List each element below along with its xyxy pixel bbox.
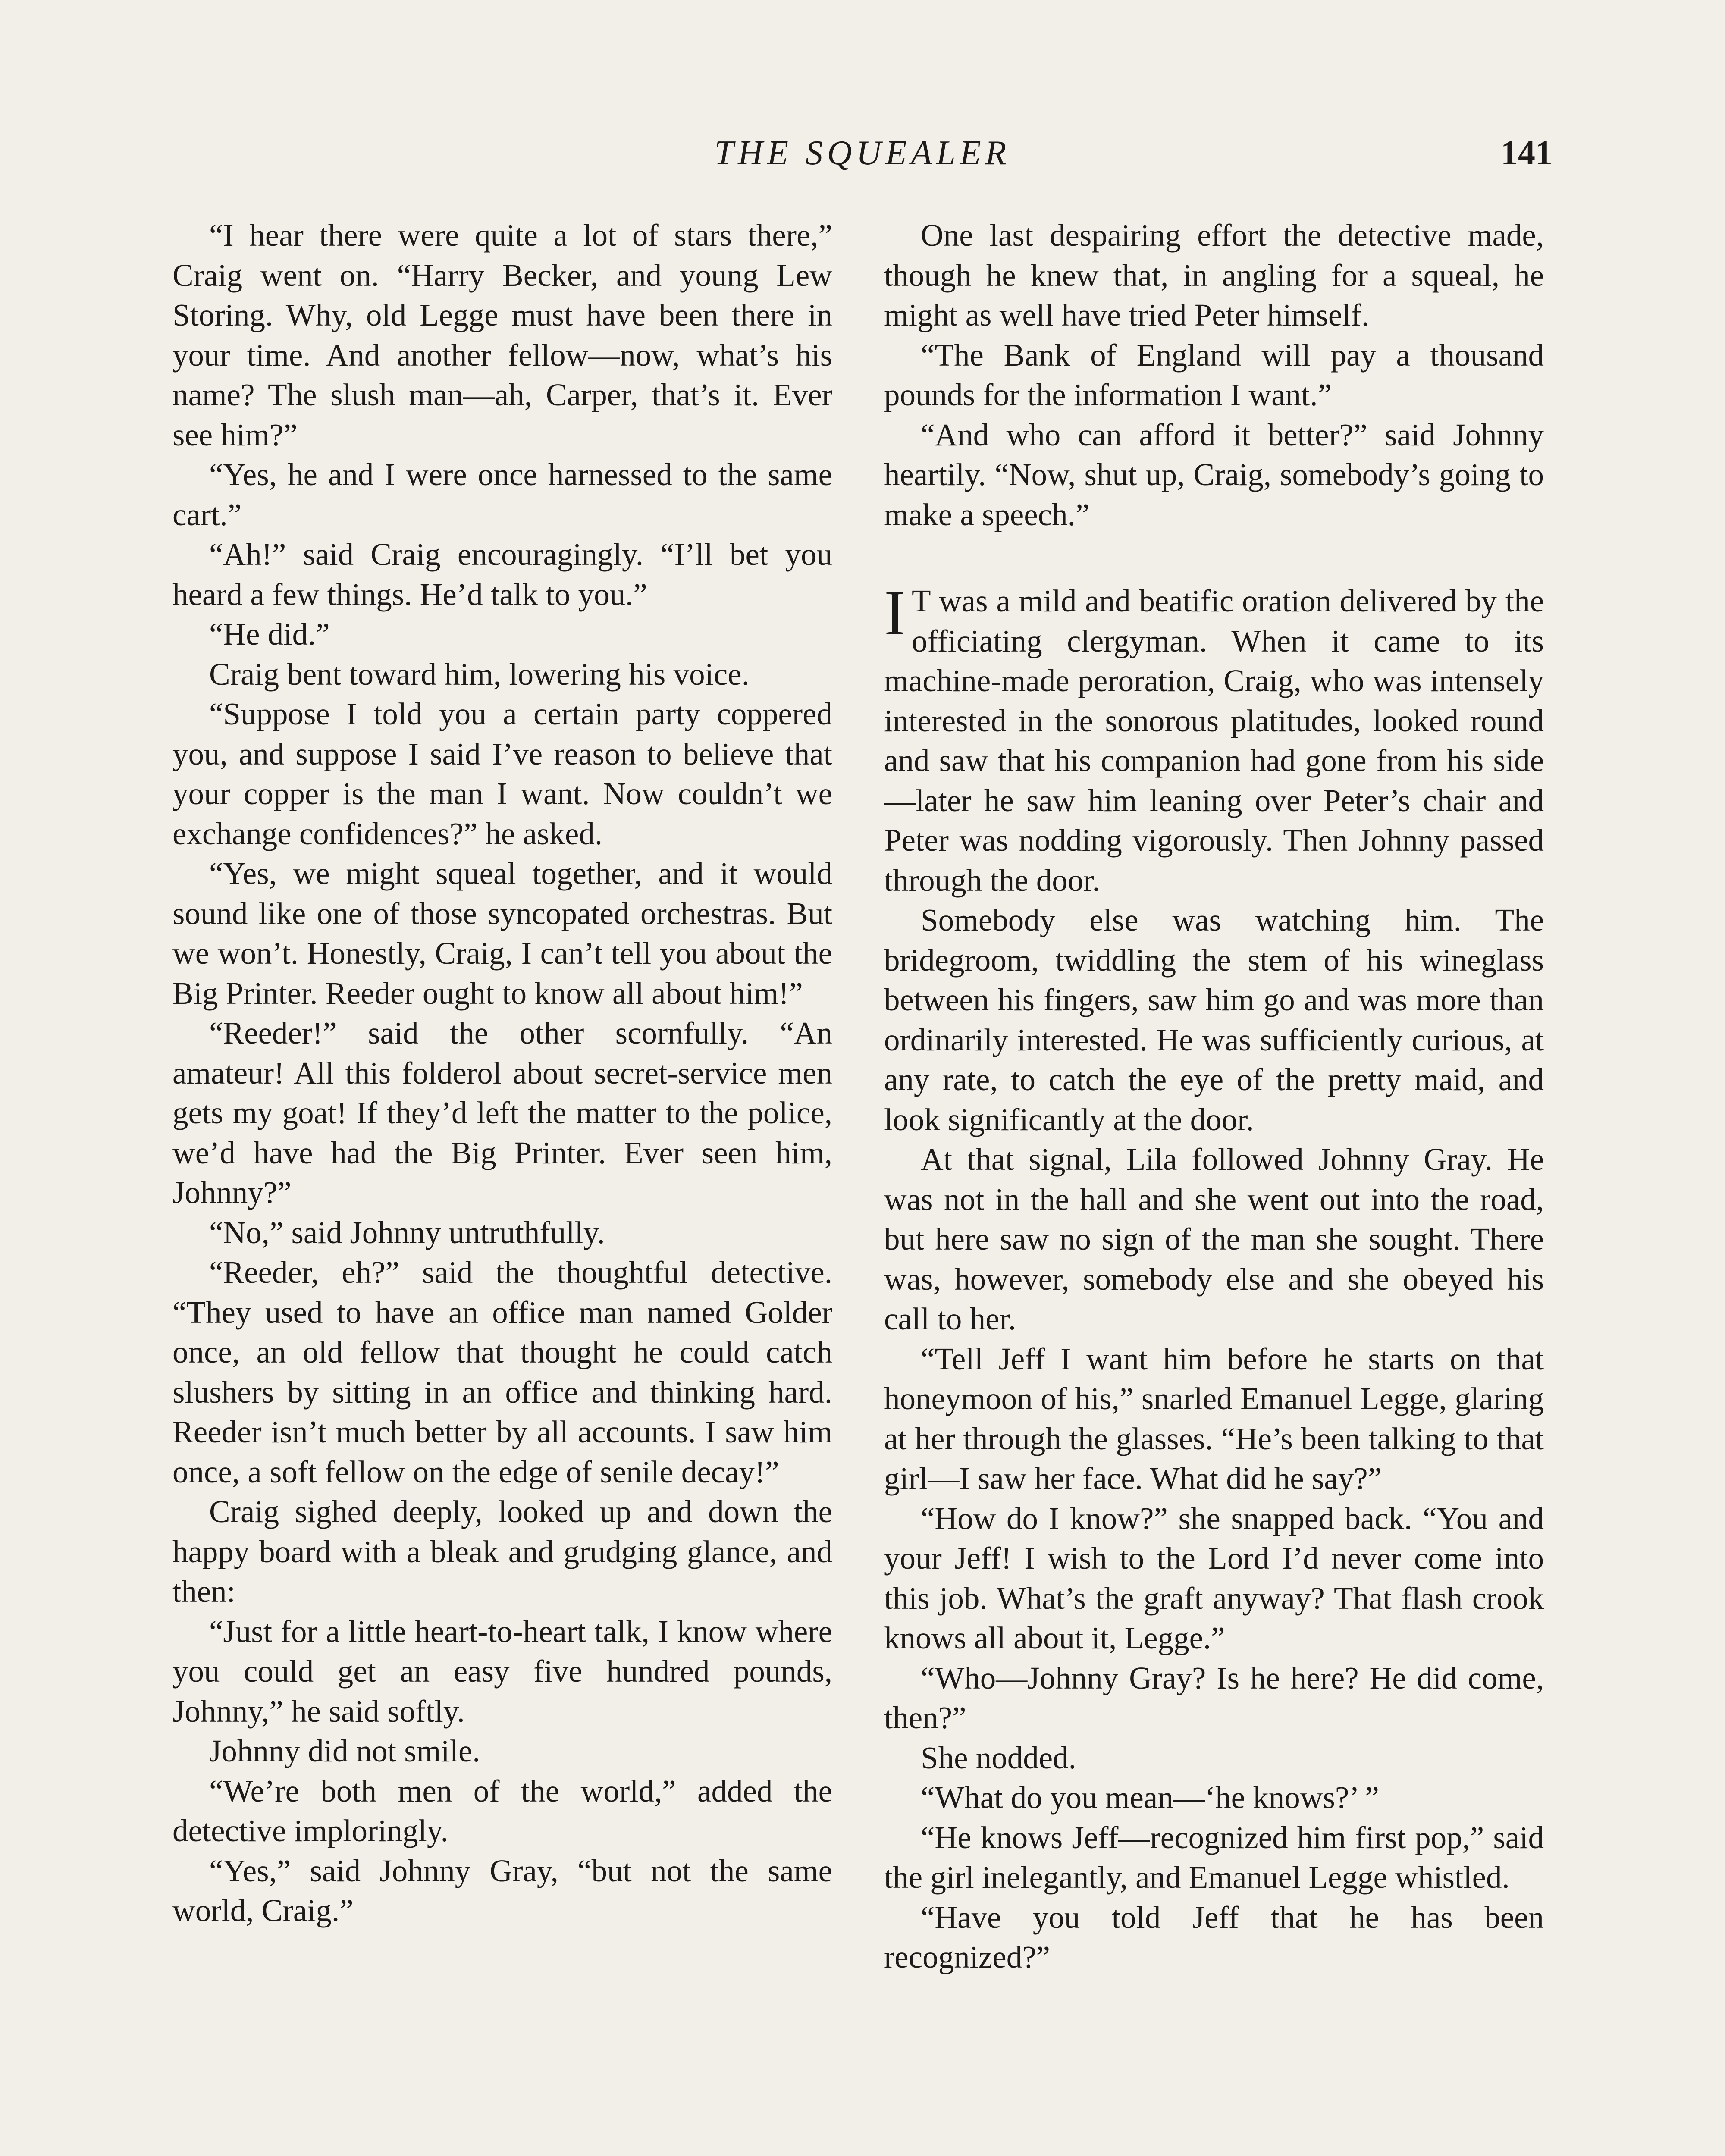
paragraph: “Reeder, eh?” said the thoughtful detective. “They used to have an office man named Golder once, an old fellow that thought he could catch slushers by sitting in an office and thinking hard. Reeder isn’t much better by all accounts. I saw him once, a soft fellow on the edge of senile decay!” [172, 1255, 832, 1489]
paragraph: “Have you told Jeff that he has been recognized?” [884, 1899, 1544, 1974]
paragraph: “Who—Johnny Gray? Is he here? He did come, then?” [884, 1660, 1544, 1735]
paragraph: Craig sighed deeply, looked up and down the happy board with a bleak and grudging glance, and then: [172, 1494, 832, 1609]
paragraph: “Yes,” said Johnny Gray, “but not the same world, Craig.” [172, 1853, 832, 1928]
paragraph: “He did.” [209, 617, 330, 652]
paragraph: “Ah!” said Craig encouragingly. “I’ll bet you heard a few things. He’d talk to you.” [172, 537, 832, 612]
drop-cap: I [884, 577, 906, 649]
running-head [172, 134, 1552, 185]
paragraph: “He knows Jeff—recognized him first pop,” said the girl inelegantly, and Emanuel Legge whistled. [884, 1820, 1544, 1895]
paragraph: “I hear there were quite a lot of stars there,” Craig went on. “Harry Becker, and young Lew Storing. Why, old Legge must have been there in your time. And another fellow—now, what’s his name? The slush man—ah, Carper, that’s it. Ever see him?” [172, 218, 832, 452]
paragraph: “And who can afford it better?” said Johnny heartily. “Now, shut up, Craig, somebody’s going to make a speech.” [884, 417, 1544, 532]
paragraph: “No,” said Johnny untruthfully. [209, 1215, 605, 1250]
paragraph: Somebody else was watching him. The bridegroom, twiddling the stem of his wineglass between his fingers, saw him go and was more than ordinarily interested. He was sufficiently curious, at any rate, to catch the eye of the pretty maid, and look significantly at the door. [884, 903, 1544, 1137]
paragraph: Johnny did not smile. [209, 1733, 480, 1768]
paragraph: At that signal, Lila followed Johnny Gray. He was not in the hall and she went out into the road, but here saw no sign of the man she sought. There was, however, somebody else and she obeyed his call to her. [884, 1142, 1544, 1336]
paragraph: “The Bank of England will pay a thousand pounds for the information I want.” [884, 337, 1544, 412]
right-column [884, 216, 1544, 1977]
paragraph: “Yes, we might squeal together, and it would sound like one of those syncopated orchestras. But we won’t. Honestly, Craig, I can’t tell you about the Big Printer. Reeder ought to know all about him!” [172, 856, 832, 1011]
paragraph: She nodded. [921, 1740, 1076, 1775]
paragraph: Craig bent toward him, lowering his voice. [209, 656, 750, 692]
paragraph: “Reeder!” said the other scornfully. “An amateur! All this folderol about secret-service men gets my goat! If they’d left the matter to the police, we’d have had the Big Printer. Ever seen him, Johnny?” [172, 1015, 832, 1210]
left-column [172, 216, 832, 1931]
paragraph: “What do you mean—‘he knows?’ ” [921, 1780, 1379, 1815]
paragraph: “Yes, he and I were once harnessed to the same cart.” [172, 457, 832, 532]
paragraph: “We’re both men of the world,” added the detective imploringly. [172, 1773, 832, 1848]
page-number: 141 [1501, 134, 1552, 172]
running-title: THE SQUEALER [714, 134, 1011, 172]
section-opening-text: T was a mild and beatific oration delivered by the officiating clergyman. When it came to its machine-made peroration, Craig, who was intensely interested in the sonorous platitudes, looked round and saw that his companion had gone from his side—later he saw him leaning over Peter’s chair and Peter was nodding vigorously. Then Johnny passed through the door. [884, 583, 1544, 898]
section-opening-paragraph [884, 577, 1544, 900]
paragraph: “How do I know?” she snapped back. “You and your Jeff! I wish to the Lord I’d never come into this job. What’s the graft anyway? That flash crook knows all about it, Legge.” [884, 1501, 1544, 1655]
paragraph: “Suppose I told you a certain party coppered you, and suppose I said I’ve reason to believe that your copper is the man I want. Now couldn’t we exchange confidences?” he asked. [172, 696, 832, 851]
paragraph: “Just for a little heart-to-heart talk, I know where you could get an easy five hundred pounds, Johnny,” he said softly. [172, 1614, 832, 1729]
paragraph: One last despairing effort the detective made, though he knew that, in angling for a squeal, he might as well have tried Peter himself. [884, 218, 1544, 332]
paragraph: “Tell Jeff I want him before he starts on that honeymoon of his,” snarled Emanuel Legge, glaring at her through the glasses. “He’s been talking to that girl—I saw her face. What did he say?” [884, 1341, 1544, 1496]
